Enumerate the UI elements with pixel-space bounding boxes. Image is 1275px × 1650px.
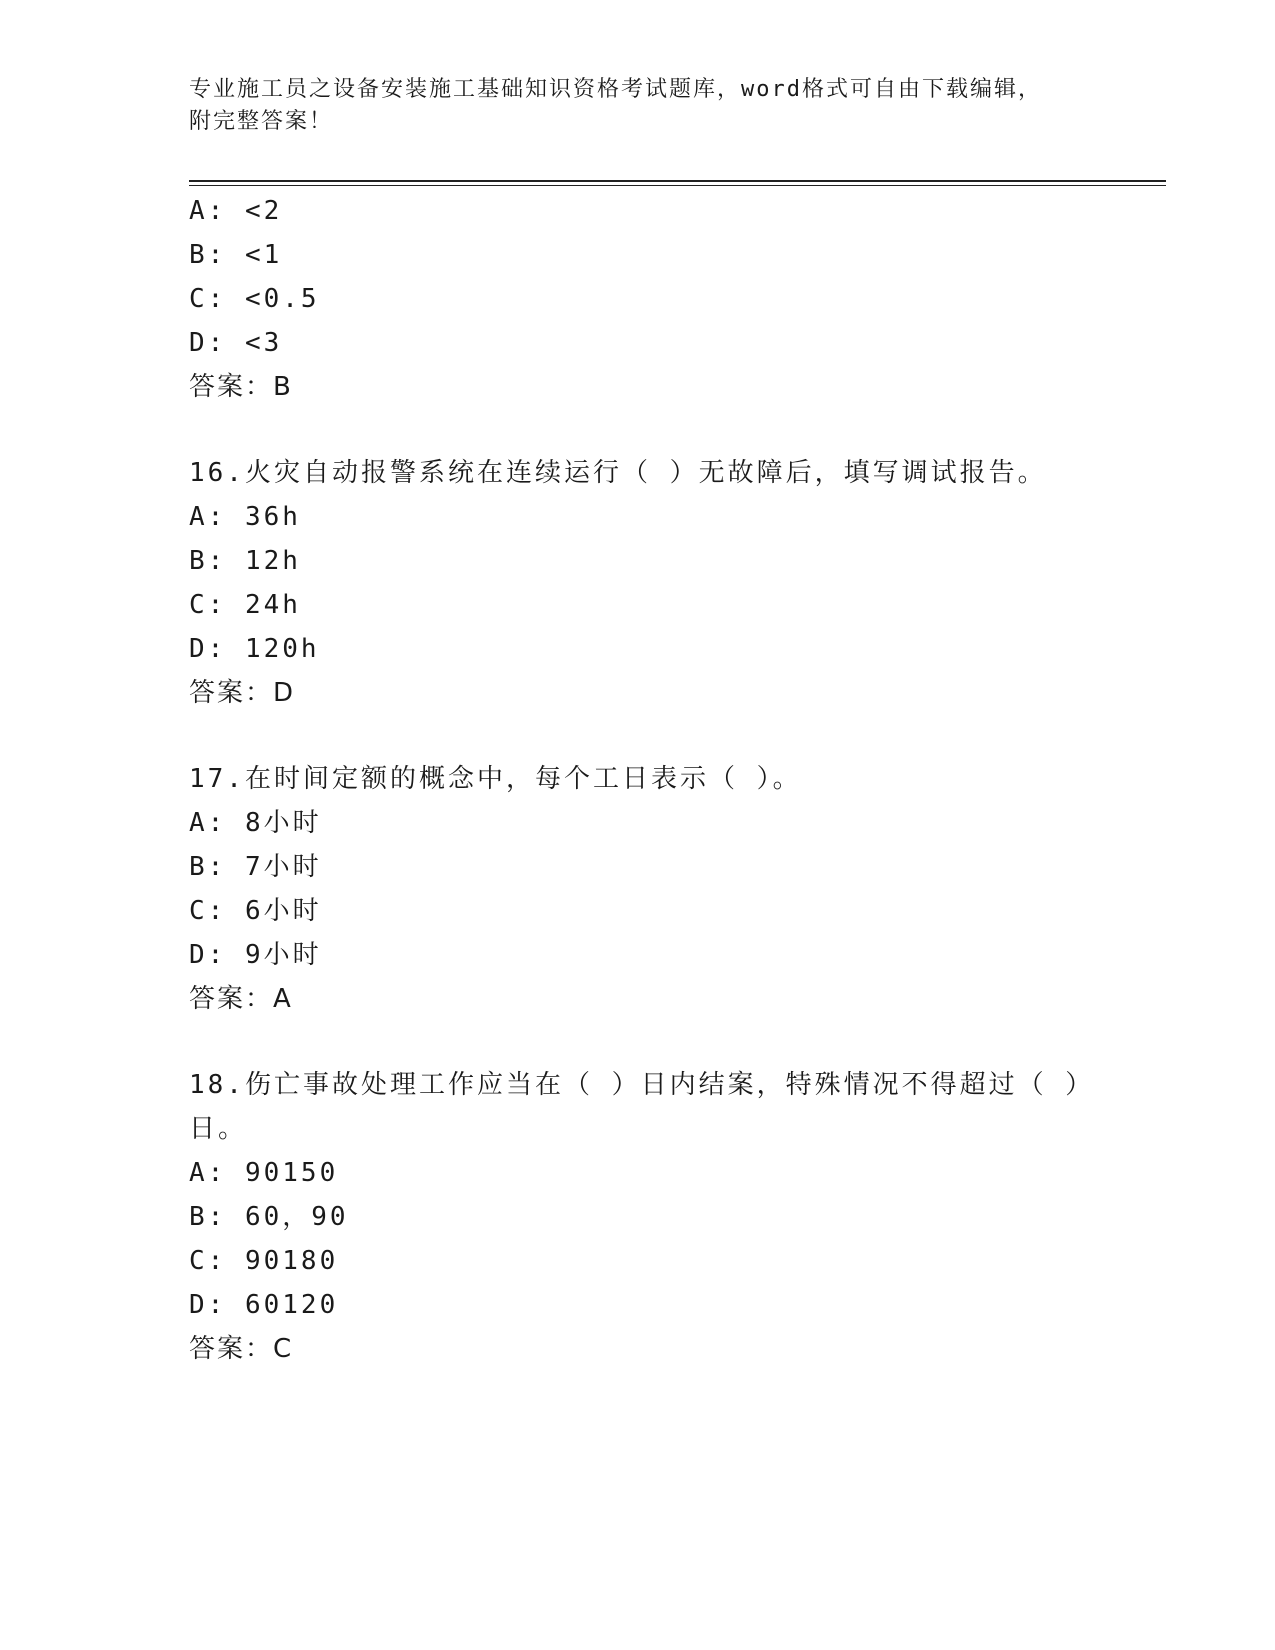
q16-answer: 答案：D <box>189 678 296 708</box>
header-line-2: 附完整答案！ <box>189 109 334 134</box>
q17-option-b: B: 7小时 <box>189 852 322 882</box>
q17-question: 17.在时间定额的概念中，每个工日表示（ ）。 <box>189 764 802 794</box>
header-divider <box>189 180 1166 186</box>
q15-option-c: C: <0.5 <box>189 284 320 314</box>
q16-question: 16.火灾自动报警系统在连续运行（ ）无故障后，填写调试报告。 <box>189 458 1047 488</box>
q15-answer: 答案：B <box>189 372 293 402</box>
q18-option-a: A: 90150 <box>189 1158 339 1188</box>
q18-answer: 答案：C <box>189 1334 294 1364</box>
q16-option-c: C: 24h <box>189 590 301 620</box>
q16-option-d: D: 120h <box>189 634 320 664</box>
q15-option-b: B: <1 <box>189 240 283 270</box>
q18-option-d: D: 60120 <box>189 1290 339 1320</box>
q18-option-b: B: 60，90 <box>189 1202 349 1232</box>
q17-answer: 答案：A <box>189 984 293 1014</box>
q17-option-a: A: 8小时 <box>189 808 322 838</box>
q17-option-c: C: 6小时 <box>189 896 322 926</box>
q18-question-line-1: 18.伤亡事故处理工作应当在（ ）日内结案，特殊情况不得超过（ ） <box>189 1070 1095 1100</box>
q15-option-a: A: <2 <box>189 196 283 226</box>
document-header <box>189 74 1089 138</box>
q17-option-d: D: 9小时 <box>189 940 322 970</box>
q16-option-b: B: 12h <box>189 546 301 576</box>
q18-option-c: C: 90180 <box>189 1246 339 1276</box>
q18-question-line-2: 日。 <box>189 1114 248 1144</box>
q15-option-d: D: <3 <box>189 328 283 358</box>
q16-option-a: A: 36h <box>189 502 301 532</box>
header-line-1: 专业施工员之设备安装施工基础知识资格考试题库，word格式可自由下载编辑， <box>189 77 1042 102</box>
